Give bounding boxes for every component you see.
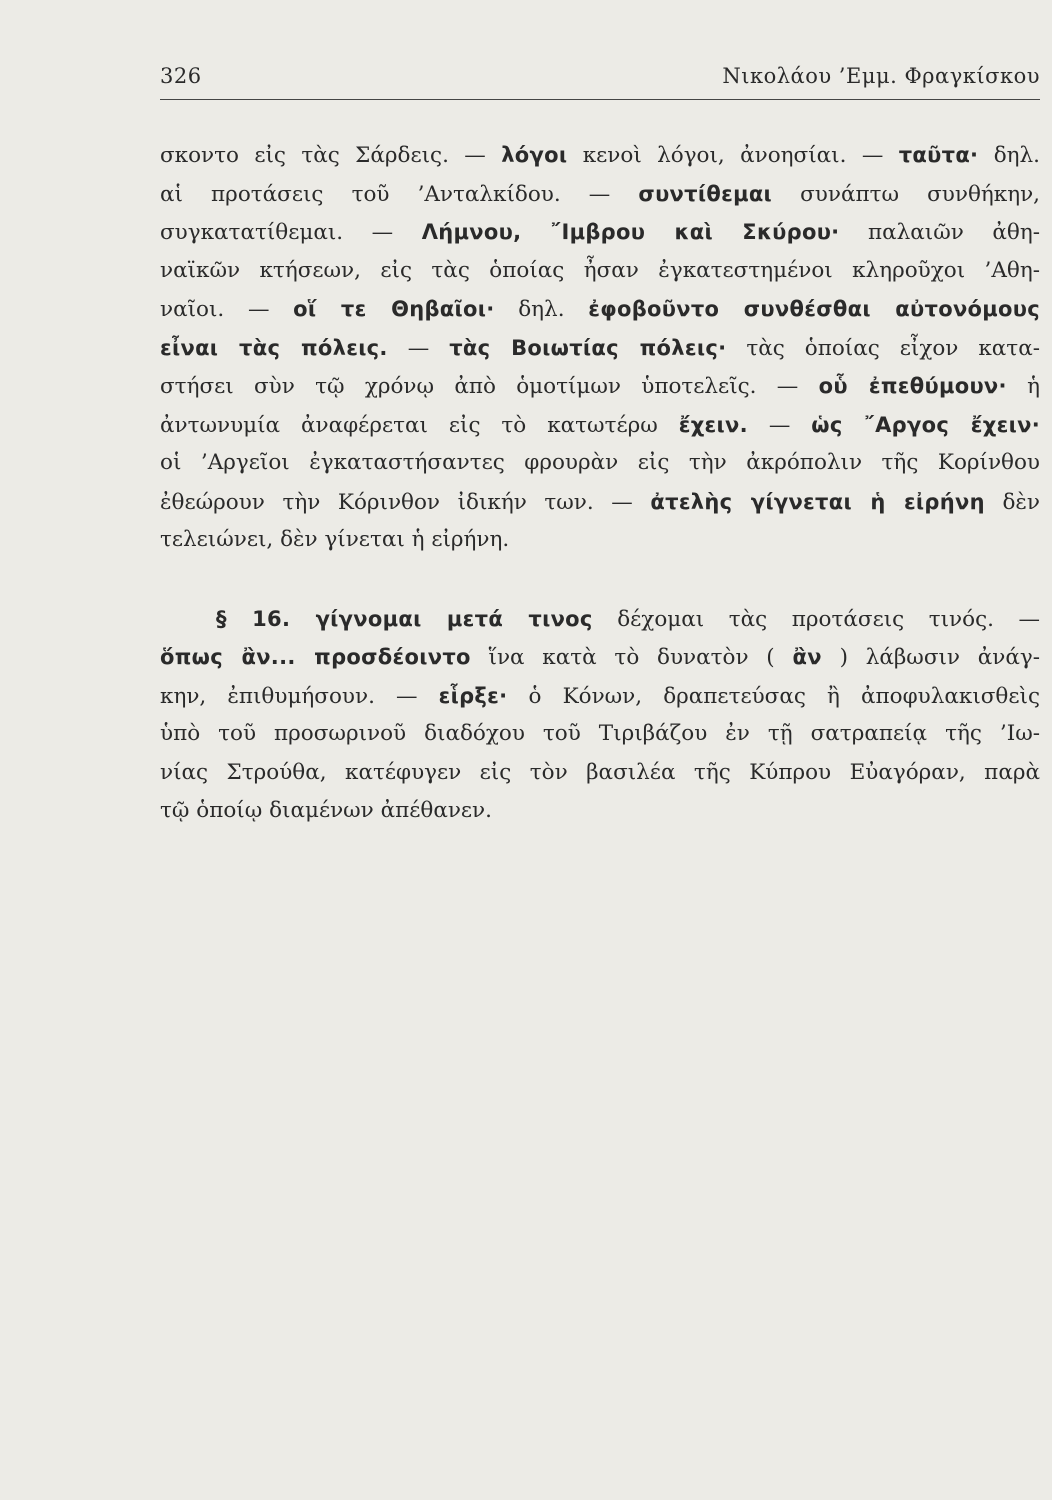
paragraph-gap [160, 560, 1040, 600]
text-line: στήσει σὺν τῷ χρόνῳ ἀπὸ ὁμοτίμων ὑποτελεῖς. — οὗ ἐπεθύμουν· ἡ [160, 374, 1040, 399]
section-16-heading-line: § 16. γίγνομαι μετά τινος δέχομαι τὰς προτάσεις τινός. — [216, 606, 1041, 632]
text-line: ὑπὸ τοῦ προσωρινοῦ διαδόχου τοῦ Τιριβάζου ἐν τῇ σατραπείᾳ τῆς ’Ιω- [160, 721, 1040, 746]
text-line: οἱ ’Αργεῖοι ἐγκαταστήσαντες φρουρὰν εἰς τὴν ἀκρόπολιν τῆς Κορίνθου [160, 450, 1040, 475]
text-line: εἶναι τὰς πόλεις. — τὰς Βοιωτίας πόλεις· τὰς ὁποίας εἶχον κατα- [160, 335, 1040, 361]
text-line: κην, ἐπιθυμήσουν. — εἷρξε· ὁ Κόνων, δραπετεύσας ἢ ἀποφυλακισθεὶς [160, 683, 1040, 709]
text-line: ναῖοι. — οἵ τε Θηβαῖοι· δηλ. ἐφοβοῦντο συνθέσθαι αὐτονόμους [160, 297, 1040, 322]
page-header [160, 64, 1040, 100]
text-line: σκοντο εἰς τὰς Σάρδεις. — λόγοι κενοὶ λόγοι, ἀνοησίαι. — ταῦτα· δηλ. [160, 143, 1041, 168]
paragraph-1 [160, 136, 1040, 560]
text-line: τῷ ὁποίῳ διαμένων ἀπέθανεν. [160, 798, 492, 823]
text-line: αἱ προτάσεις τοῦ ’Ανταλκίδου. — συντίθεμαι συνάπτω συνθήκην, [160, 181, 1040, 207]
text-line: νίας Στρούθα, κατέφυγεν εἰς τὸν βασιλέα τῆς Κύπρου Εὐαγόραν, παρὰ [160, 759, 1040, 785]
commentary-text [160, 136, 1040, 831]
page-number: 326 [160, 64, 202, 88]
header-rule [160, 99, 1040, 100]
text-line: συγκατατίθεμαι. — Λήμνου, ῎Ιμβρου καὶ Σκύρου· παλαιῶν ἀθη- [160, 220, 1040, 245]
text-line: ναϊκῶν κτήσεων, εἰς τὰς ὁποίας ἦσαν ἐγκατεστημένοι κληροῦχοι ’Αθη- [160, 257, 1040, 283]
text-line: ἐθεώρουν τὴν Κόρινθον ἰδικήν των. — ἀτελὴς γίγνεται ἡ εἰρήνη δὲν [160, 489, 1040, 515]
running-head: Νικολάου ’Εμμ. Φραγκίσκου [722, 64, 1040, 88]
text-line: ὅπως ἂν... προσδέοιντο ἵνα κατὰ τὸ δυνατὸν ( ἂν ) λάβωσιν ἀνάγ- [160, 645, 1040, 670]
text-line: ἀντωνυμία ἀναφέρεται εἰς τὸ κατωτέρω ἔχειν. — ὡς ῎Αργος ἔχειν· [160, 412, 1040, 438]
text-line: τελειώνει, δὲν γίνεται ἡ εἰρήνη. [160, 527, 510, 552]
paragraph-2 [160, 600, 1040, 831]
